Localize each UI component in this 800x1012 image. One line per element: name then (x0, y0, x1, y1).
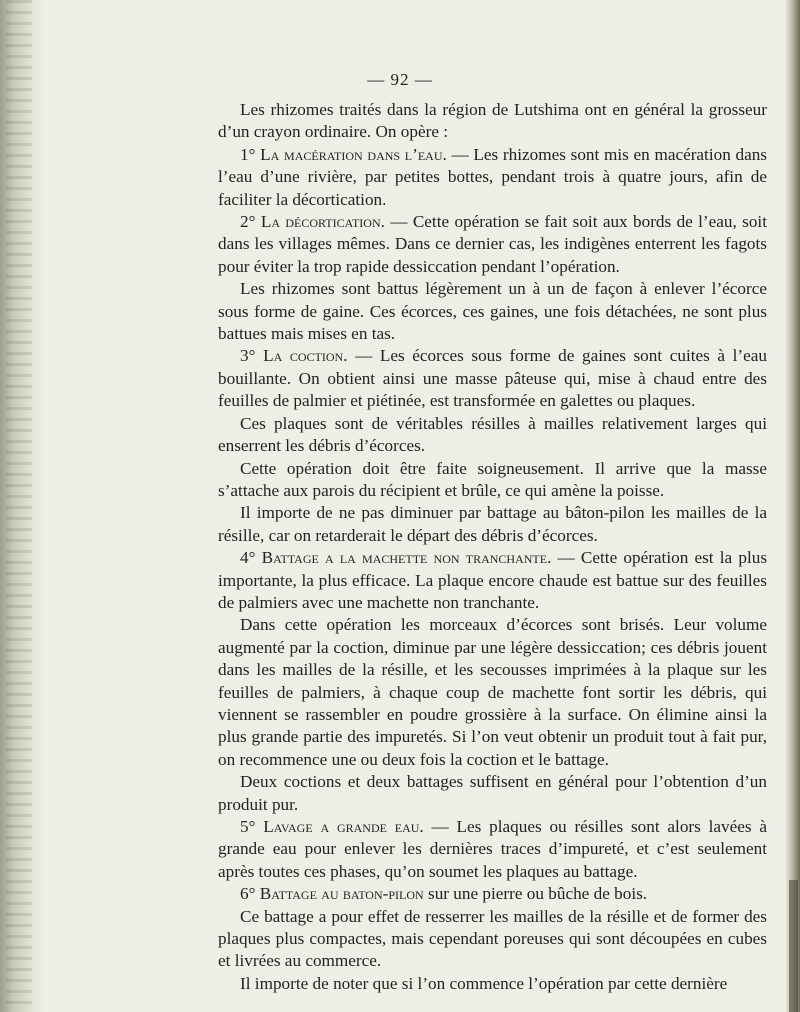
paragraph-text: Il importe de noter que si l’on commence l’opération par cette dernière (240, 973, 728, 993)
paragraph (218, 771, 767, 816)
paragraph-text: — Cette opération est la plus importante, la plus efficace. La plaque encore chaude est battue sur des feuilles de palmiers avec une machette non tranchante. (218, 548, 768, 612)
step-number: 3° (240, 346, 264, 366)
paragraph (218, 973, 767, 995)
step-title: La coction. (263, 346, 348, 366)
paragraph-text: Les rhizomes sont battus légèrement un à un de façon à enlever l’écorce sous forme de gaine. Ces écorces, ces gaines, une fois détachées, ne sont plus battues mais mises en tas. (218, 279, 767, 344)
paragraph-text: sur une pierre ou bûche de bois. (423, 884, 648, 904)
step-number: 6° (240, 884, 260, 904)
paragraph (218, 413, 767, 458)
step-paragraph (218, 816, 767, 883)
paragraph (218, 502, 767, 547)
step-number: 5° (240, 817, 264, 836)
step-title: Battage au baton-pilon (259, 884, 424, 904)
step-title: Battage a la machette non tranchante. (261, 548, 552, 568)
paragraph (218, 458, 767, 503)
step-title: La macération dans l’eau. (260, 144, 447, 164)
body-text (218, 99, 767, 995)
step-paragraph (218, 144, 767, 211)
paragraph-text: — Les rhizomes sont mis en macération dans l’eau d’une rivière, par petites bottes, pendant trois à quatre jours, afin de faciliter la décortication. (218, 144, 767, 209)
step-paragraph (218, 883, 767, 905)
paragraph-text: — Les écorces sous forme de gaines sont cuites à l’eau bouillante. On obtient ainsi une masse pâteuse qui, mise à chaud entre des feuilles de palmier et piétinée, est transformée en galettes ou plaques. (218, 346, 768, 411)
paragraph-text: — Les plaques ou résilles sont alors lavées à grande eau pour enlever les dernières traces d’impureté, et c’est seulement après toutes ces phases, qu’on soumet les plaques au battage. (218, 817, 768, 881)
paragraph-text: Ces plaques sont de véritables résilles à mailles relativement larges qui enserrent les débris d’écorces. (218, 413, 767, 456)
paragraph (218, 906, 767, 973)
step-paragraph (218, 547, 767, 614)
paragraph-text: Deux coctions et deux battages suffisent en général pour l’obtention d’un produit pur. (218, 772, 767, 814)
paragraph-text: Cette opération doit être faite soigneusement. Il arrive que la masse s’attache aux parois du récipient et brûle, ce qui amène la poisse. (218, 458, 767, 500)
paragraph (218, 99, 767, 144)
paragraph-text: Les rhizomes traités dans la région de Lutshima ont en général la grosseur d’un crayon ordinaire. On opère : (218, 100, 767, 142)
step-number: 4° (240, 548, 262, 568)
paragraph-text: Il importe de ne pas diminuer par battage au bâton-pilon les mailles de la résille, car on retarderait le départ des débris d’écorces. (218, 503, 767, 545)
step-number: 2° (240, 212, 261, 232)
step-number: 1° (240, 144, 261, 164)
paragraph-text: Ce battage a pour effet de resserrer les mailles de la résille et de former des plaques plus compactes, mais cependant poreuses qui sont découpées en cubes et livrées au commerce. (218, 906, 767, 971)
paragraph (218, 278, 767, 345)
step-title: Lavage a grande eau. (263, 817, 424, 836)
step-paragraph (218, 211, 767, 278)
paragraph-text: Dans cette opération les morceaux d’écorces sont brisés. Leur volume augmenté par la coction, diminue par une légère dessiccation; ces débris jouent dans les mailles de la résille, et les secousses imprimées à la plaque sur les feuilles de palmiers, à chaque coup de machette font sortir les débris, qui viennent se rassembler en poudre grossière à la surface. On élimine ainsi la plus grande partie des impuretés. Si l’on veut obtenir un produit tout à fait pur, on recommence une ou deux fois la coction et le battage. (218, 615, 767, 769)
step-paragraph (218, 345, 767, 412)
page-edge-shadow (786, 0, 800, 1012)
paragraph (218, 614, 767, 771)
paragraph-text: — Cette opération se fait soit aux bords de l’eau, soit dans les villages mêmes. Dans ce dernier cas, les indigènes enterrent les fagots pour éviter la trop rapide dessiccation pendant l’opération. (218, 212, 767, 276)
book-spine-shadow (0, 0, 44, 1012)
page-number: — 92 — (367, 70, 433, 89)
step-title: La décortication. (260, 212, 385, 232)
